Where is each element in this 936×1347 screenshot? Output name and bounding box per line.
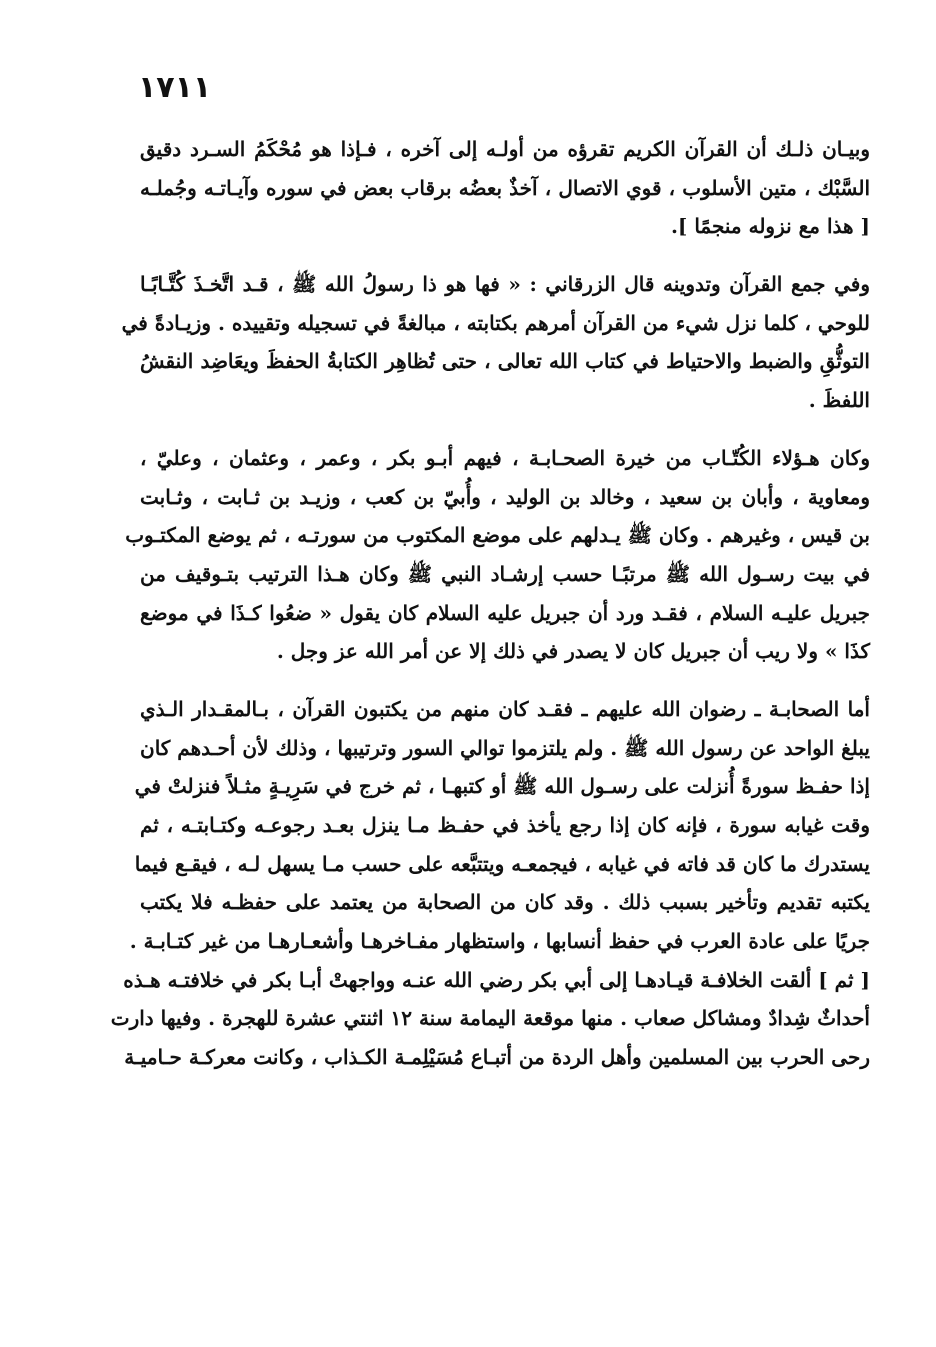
text-line: رحى الحرب بين المسلمين وأهل الردة من أتبـاع مُسَيْلِمـة الكـذاب ، وكانت معركـة حـاميـة bbox=[124, 1045, 870, 1070]
text-line: جبريل عليـه السلام ، فقـد ورد أن جبريل عليه السلام كان يقول « ضعُوا كـذَا في موضع bbox=[140, 600, 870, 625]
text-line: وفي جمع القرآن وتدوينه قال الزرقاني : « فها هو ذا رسولُ الله ﷺ ، قـد اتَّخـذَ كُتَّـابًـا bbox=[140, 272, 870, 297]
text-line: يبلغ الواحد عن رسول الله ﷺ . ولم يلتزموا توالي السور وترتيبها ، وذلك لأن أحـدهم كان bbox=[140, 735, 870, 760]
text-line: أما الصحابـة ـ رضوان الله عليهم ـ فقـد كان منهم من يكتبون القرآن ، بـالمقـدار الـذي bbox=[140, 696, 870, 721]
paragraph bbox=[121, 265, 870, 420]
text-line: [ ثم ] ألقت الخلافـة قيـادهـا إلى أبي بكر رضي الله عنـه وواجهتْ أبـا بكر في خلافتـه هـذه bbox=[123, 967, 870, 992]
paragraph bbox=[110, 690, 870, 1077]
text-line: ومعاوية ، وأبان بن سعيد ، وخالد بن الوليد ، وأُبيّ بن كعب ، وزيـد بن ثـابت ، وثـابت bbox=[140, 484, 870, 509]
text-line: إذا حفـظ سورةً أُنزلت على رسـول الله ﷺ أو كتبهـا ، ثم خرج في سَرِيـةٍ مثـلاً فنزلتْ في bbox=[134, 774, 870, 799]
paragraph bbox=[125, 439, 870, 671]
text-line: أحداثٌ شِدادٌ ومشاكل صعاب . منها موقعة اليمامة سنة ١٢ اثنتي عشرة للهجرة . وفيها دارت bbox=[110, 1006, 870, 1031]
text-line: يكتبه تقديم وتأخير بسبب ذلك . وقد كان من الصحابة من يعتمد على حفظـه فلا يكتب bbox=[140, 890, 870, 915]
text-line: بن قيس ، وغيرهم . وكان ﷺ يـدلهم على موضع المكتوب من سورتـه ، ثم يوضع المكتـوب bbox=[125, 523, 870, 548]
text-line: وكان هـؤلاء الكُتّـاب من خيرة الصحـابـة ، فيهم أبـو بكر ، وعمر ، وعثمان ، وعليّ ، bbox=[140, 445, 870, 470]
text-line: [ هذا مع نزوله منجمًا ]. bbox=[670, 214, 870, 239]
text-line: التوثُّقِ والضبط والاحتياط في كتاب الله تعالى ، حتى تُظاهِر الكتابةُ الحفظَ ويعَاضِد النقشُ bbox=[140, 349, 870, 374]
paragraph bbox=[140, 130, 870, 246]
text-line: للوحي ، كلما نزل شيء من القرآن أمرهم بكتابته ، مبالغةً في تسجيله وتقييده . وزيـادةً في bbox=[121, 310, 870, 335]
page-number: ١٧١١ bbox=[138, 70, 212, 105]
text-line: في بيت رسـول الله ﷺ مرتبًـا حسب إرشـاد النبي ﷺ وكان هـذا الترتيب بتـوقيف من bbox=[140, 561, 870, 586]
text-line: السَّبْك ، متين الأسلوب ، قوي الاتصال ، آخذٌ بعضُه برقاب بعض في سوره وآيـاتـه وجُملـه bbox=[140, 175, 870, 200]
text-line: كذَا » ولا ريب أن جبريل كان لا يصدر في ذلك إلا عن أمر الله عز وجل . bbox=[276, 639, 870, 664]
paragraph-gap bbox=[140, 671, 870, 690]
paragraph-gap bbox=[140, 246, 870, 265]
text-line: وقت غيابه سورة ، فإنه كان إذا رجع يأخذ في حفـظ مـا ينزل بعـد رجوعـه وكتـابتـه ، ثم bbox=[140, 813, 870, 837]
text-line: يستدرك ما كان قد فاته في غيابه ، فيجمعـه ويتتبَّعه على حسب مـا يسهل لـه ، فيقـع فيما bbox=[134, 851, 870, 876]
page-body bbox=[110, 130, 870, 1077]
text-line: اللفظَ . bbox=[808, 388, 870, 413]
paragraph-gap bbox=[140, 420, 870, 439]
text-line: جريًا على عادة العرب في حفظ أنسابها ، واستظهار مفـاخرهـا وأشعـارهـا من غير كتـابـة . bbox=[129, 929, 870, 954]
text-line: وبيـان ذلـك أن القرآن الكريم تقرؤه من أولـه إلى آخره ، فـإذا هو مُحْكَمُ السـرد دقيق bbox=[140, 137, 870, 161]
